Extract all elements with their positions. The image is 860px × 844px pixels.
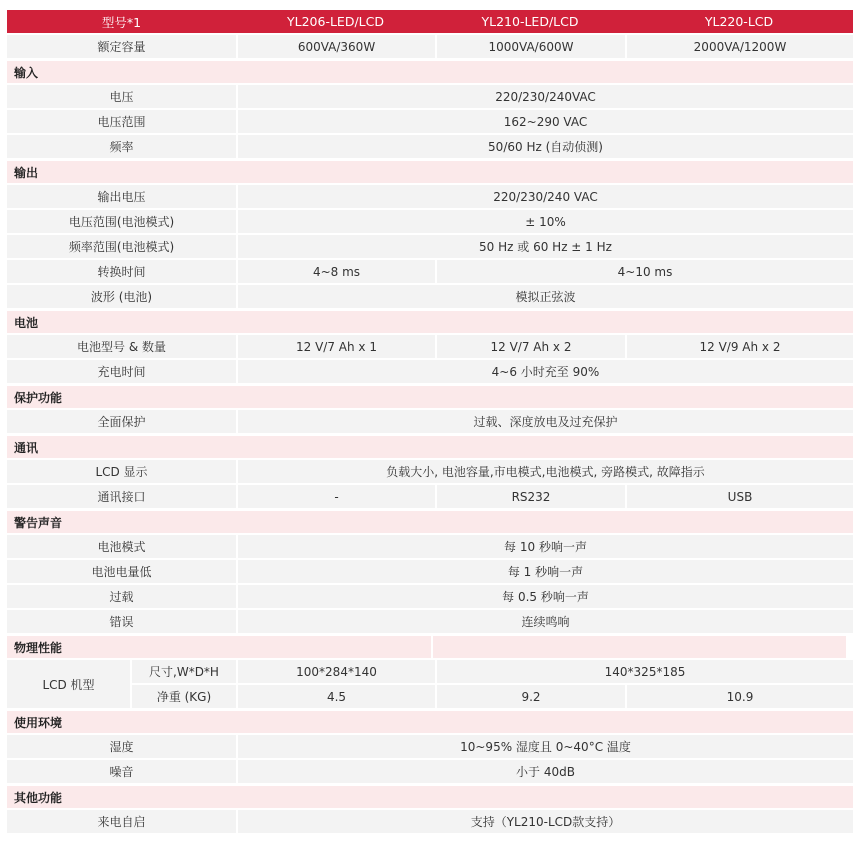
cell-value: ± 10%: [238, 210, 853, 233]
cell-value: 每 10 秒响一声: [238, 535, 853, 558]
header-yl220: YL220-LCD: [704, 14, 774, 29]
table-row: [132, 685, 853, 708]
row-label: 尺寸,W*D*H: [132, 660, 236, 683]
table-row: [7, 35, 853, 58]
table-row: [7, 85, 853, 108]
cell-value: 162~290 VAC: [238, 110, 853, 133]
table-row: [7, 610, 853, 633]
section-title: 电池: [14, 315, 39, 330]
table-row: [7, 285, 853, 308]
physical-model-cell: [7, 660, 130, 708]
cell-value: 4.5: [238, 685, 435, 708]
row-label: LCD 显示: [7, 460, 236, 483]
section-title: 保护功能: [14, 390, 63, 405]
cell-value: 50 Hz 或 60 Hz ± 1 Hz: [238, 235, 853, 258]
row-label: 电池型号 & 数量: [7, 335, 236, 358]
header-yl206: YL206-LED/LCD: [287, 14, 384, 29]
cell-value: 12 V/7 Ah x 2: [437, 335, 625, 358]
cell-value: 10~95% 湿度且 0~40°C 温度: [238, 735, 853, 758]
section-title: 使用环境: [14, 715, 63, 730]
section-header: [7, 511, 853, 533]
cell-value: 600VA/360W: [238, 35, 435, 58]
row-label: 全面保护: [7, 410, 236, 433]
table-row: [7, 110, 853, 133]
row-label: 电池模式: [7, 535, 236, 558]
row-label: 额定容量: [7, 35, 236, 58]
section-title: 其他功能: [14, 790, 63, 805]
row-label: 错误: [7, 610, 236, 633]
row-label: 通讯接口: [7, 485, 236, 508]
section-header: [7, 436, 853, 458]
header-yl210: YL210-LED/LCD: [481, 14, 579, 29]
physical-model-label: LCD 机型: [7, 660, 130, 708]
cell-value: 220/230/240VAC: [238, 85, 853, 108]
section-header: [7, 161, 853, 183]
cell-value: RS232: [437, 485, 625, 508]
row-label: 频率范围(电池模式): [7, 235, 236, 258]
table-row: [7, 760, 853, 783]
cell-value: 9.2: [437, 685, 625, 708]
row-label: 转换时间: [7, 260, 236, 283]
row-label: 湿度: [7, 735, 236, 758]
cell-value: 12 V/7 Ah x 1: [238, 335, 435, 358]
row-label: 电压: [7, 85, 236, 108]
cell-value: 100*284*140: [238, 660, 435, 683]
section-header: [7, 711, 853, 733]
row-label: 电压范围: [7, 110, 236, 133]
cell-value: 小于 40dB: [238, 760, 853, 783]
section-header: [7, 636, 853, 658]
table-row: [7, 360, 853, 383]
cell-value: 10.9: [627, 685, 853, 708]
table-row: [7, 560, 853, 583]
cell-value: 12 V/9 Ah x 2: [627, 335, 853, 358]
table-row: [7, 410, 853, 433]
table-row: [7, 235, 853, 258]
table-row: [7, 260, 853, 283]
section-header: [7, 786, 853, 808]
table-row: [7, 460, 853, 483]
row-label: 电池电量低: [7, 560, 236, 583]
cell-value: -: [238, 485, 435, 508]
cell-value: 负载大小, 电池容量,市电模式,电池模式, 旁路模式, 故障指示: [238, 460, 853, 483]
cell-value: 连续鸣响: [238, 610, 853, 633]
header-model: 型号*1: [101, 14, 142, 30]
table-row: [7, 535, 853, 558]
section-title: 物理性能: [14, 640, 63, 655]
table-row: [132, 660, 853, 683]
row-label: 电压范围(电池模式): [7, 210, 236, 233]
row-label: 来电自启: [7, 810, 236, 833]
section-title: 警告声音: [14, 515, 63, 530]
cell-value: 模拟正弦波: [238, 285, 853, 308]
row-label: 净重 (KG): [132, 685, 236, 708]
section-header: [7, 311, 853, 333]
table-row: [7, 185, 853, 208]
cell-value: 2000VA/1200W: [627, 35, 853, 58]
table-row: [7, 585, 853, 608]
cell-value: 过载、深度放电及过充保护: [238, 410, 853, 433]
section-header: [7, 386, 853, 408]
section-title: 通讯: [14, 440, 39, 455]
table-row: [7, 735, 853, 758]
table-row: [7, 210, 853, 233]
row-label: 波形 (电池): [7, 285, 236, 308]
cell-value: USB: [627, 485, 853, 508]
section-title: 输出: [14, 165, 39, 180]
row-label: 噪音: [7, 760, 236, 783]
cell-value: 每 1 秒响一声: [238, 560, 853, 583]
cell-value: 4~8 ms: [238, 260, 435, 283]
cell-value: 220/230/240 VAC: [238, 185, 853, 208]
row-label: 过载: [7, 585, 236, 608]
cell-value: 1000VA/600W: [437, 35, 625, 58]
table-header: [7, 10, 853, 33]
table-row: [7, 335, 853, 358]
cell-value: 140*325*185: [437, 660, 853, 683]
cell-value: 4~10 ms: [437, 260, 853, 283]
row-label: 输出电压: [7, 185, 236, 208]
cell-value: 4~6 小时充至 90%: [238, 360, 853, 383]
table-row: [7, 485, 853, 508]
table-row: [7, 135, 853, 158]
section-title: 输入: [14, 65, 39, 80]
table-row: [7, 810, 853, 833]
row-label: 充电时间: [7, 360, 236, 383]
row-label: 频率: [7, 135, 236, 158]
cell-value: 每 0.5 秒响一声: [238, 585, 853, 608]
section-header: [7, 61, 853, 83]
cell-value: 支持（YL210-LCD款支持）: [238, 810, 853, 833]
cell-value: 50/60 Hz (自动侦测): [238, 135, 853, 158]
